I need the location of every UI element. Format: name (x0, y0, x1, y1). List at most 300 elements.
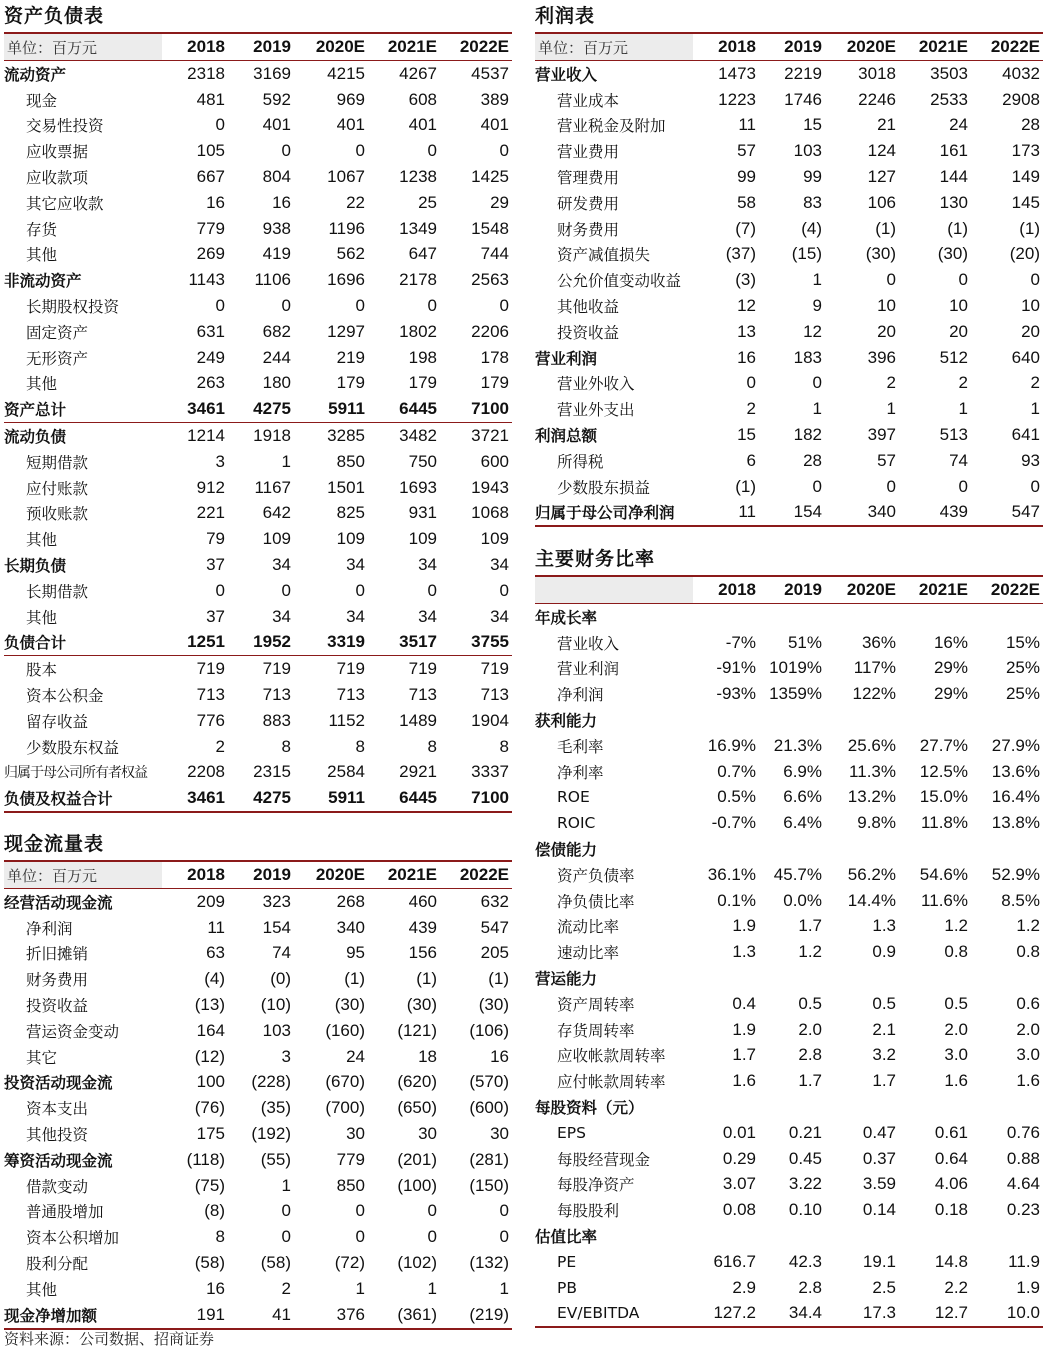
row-label: 流动资产 (4, 65, 67, 84)
cell-value: 1.6 (732, 1071, 756, 1091)
cell-value: 4267 (399, 63, 437, 83)
table-row (4, 1276, 512, 1302)
cell-value: 28 (1021, 115, 1040, 135)
table-row (4, 1121, 512, 1147)
cell-value: 13.2% (847, 787, 896, 807)
cell-value: 4275 (228, 785, 294, 812)
cell-value: 0.5 (944, 993, 968, 1013)
cell-value (899, 1223, 971, 1249)
row-label: 负债及权益合计 (4, 785, 162, 812)
cell-value: 2 (886, 373, 896, 393)
row-label: 营业收入 (557, 634, 620, 653)
cell-value: 0 (215, 115, 225, 135)
cell-value: 2 (1030, 373, 1040, 393)
cell-value (693, 707, 759, 733)
cell-value: 1 (1030, 399, 1040, 419)
cell-value (971, 965, 1043, 991)
cell-value (693, 836, 759, 862)
row-label: 应付帐款周转率 (557, 1073, 666, 1092)
table-row (535, 1146, 1043, 1172)
cell-value (825, 836, 899, 862)
cell-value (825, 707, 899, 733)
cell-value: 3755 (440, 630, 512, 656)
cell-value: 0 (499, 1201, 509, 1221)
table-row (4, 785, 512, 812)
cell-value: 164 (196, 1020, 225, 1040)
cell-value: 34 (490, 555, 509, 575)
cell-value: 1802 (399, 321, 437, 341)
cell-value: 109 (408, 529, 437, 549)
cell-value: 0 (355, 580, 365, 600)
cell-value: 83 (803, 192, 822, 212)
table-row (4, 760, 512, 786)
cell-value: 161 (939, 141, 968, 161)
cell-value: 0.6 (1016, 993, 1040, 1013)
cell-value: 1.6 (1016, 1071, 1040, 1091)
table-row (535, 1249, 1043, 1275)
cell-value: 340 (336, 917, 365, 937)
cell-value: 4275 (228, 396, 294, 422)
year-header: 2020E (825, 33, 899, 61)
cell-value: (106) (469, 1020, 509, 1040)
cell-value: 1238 (399, 167, 437, 187)
cell-value: 149 (1011, 167, 1040, 187)
ratios-section (535, 543, 1043, 1328)
cell-value: 37 (206, 606, 225, 626)
cell-value: 8.5% (1001, 890, 1040, 910)
row-label: 长期股权投资 (26, 298, 120, 317)
row-label: 普通股增加 (26, 1203, 104, 1222)
table-row (535, 1068, 1043, 1094)
cell-value: 4032 (1002, 63, 1040, 83)
cell-value: 1 (499, 1278, 509, 1298)
cell-value: 10 (877, 296, 896, 316)
table-row (4, 604, 512, 630)
row-label: 应收款项 (26, 169, 89, 188)
cell-value: 1693 (399, 477, 437, 497)
year-header: 2022E (971, 33, 1043, 61)
table-row (535, 681, 1043, 707)
cell-value: (75) (194, 1175, 225, 1195)
cell-value: (361) (368, 1302, 440, 1329)
ratios-title: 主要财务比率 (535, 548, 656, 570)
table-row (4, 1199, 512, 1225)
table-row (535, 345, 1043, 371)
row-label: 净利率 (557, 763, 604, 782)
row-label: 每股股利 (557, 1202, 620, 1221)
cell-value: 63 (206, 943, 225, 963)
row-label: 净利润 (557, 686, 604, 705)
cell-value: 93 (1021, 450, 1040, 470)
row-label: 非流动资产 (4, 272, 82, 291)
cell-value: 439 (408, 917, 437, 937)
cell-value: (1) (875, 218, 896, 238)
table-row (535, 474, 1043, 500)
row-label: 交易性投资 (26, 117, 104, 136)
cell-value: 713 (480, 685, 509, 705)
cell-value (693, 1223, 759, 1249)
table-row (4, 1302, 512, 1329)
row-label: 负债合计 (4, 630, 162, 656)
cell-value: 0 (427, 1227, 437, 1247)
cell-value: 396 (867, 347, 896, 367)
cell-value: 1501 (327, 477, 365, 497)
row-label: 营业费用 (557, 143, 620, 162)
cell-value: 439 (899, 500, 971, 527)
cell-value: 2.0 (1016, 1019, 1040, 1039)
cell-value: 0.08 (722, 1200, 756, 1220)
cell-value: 3517 (368, 630, 440, 656)
cash-flow-table (4, 860, 512, 1330)
table-row (535, 500, 1043, 527)
cell-value: 2178 (399, 270, 437, 290)
cell-value: 0.8 (1016, 942, 1040, 962)
cell-value: (118) (186, 1149, 225, 1169)
cell-value: 616.7 (713, 1251, 756, 1271)
cell-value: 2563 (471, 270, 509, 290)
cell-value: (192) (251, 1124, 291, 1144)
cell-value (759, 604, 825, 630)
cell-value: 0 (281, 141, 291, 161)
cell-value: (30) (334, 995, 365, 1015)
cell-value: 1068 (471, 503, 509, 523)
row-label: 每股资料（元） (535, 1099, 644, 1118)
cell-value (759, 1223, 825, 1249)
cell-value: 719 (262, 659, 291, 679)
cell-value: 3.07 (722, 1174, 756, 1194)
cell-value: 30 (490, 1124, 509, 1144)
cell-value: 401 (336, 115, 365, 135)
row-label: 其他 (26, 1280, 58, 1299)
cell-value (971, 707, 1043, 733)
cell-value: 2.1 (872, 1019, 896, 1039)
cell-value: 1.7 (798, 1071, 822, 1091)
table-row (535, 396, 1043, 422)
table-row (4, 423, 512, 449)
cell-value: 100 (196, 1072, 225, 1092)
row-label: 获利能力 (535, 712, 598, 731)
cell-value: 27.9% (991, 735, 1040, 755)
table-row (535, 862, 1043, 888)
cell-value: 719 (196, 659, 225, 679)
row-label: 筹资活动现金流 (4, 1151, 113, 1170)
cell-value: 180 (262, 373, 291, 393)
cell-value: 1.7 (872, 1071, 896, 1091)
cell-value: (3) (735, 270, 756, 290)
row-label: 长期负债 (4, 557, 67, 576)
cell-value: 3285 (327, 426, 365, 446)
cell-value: 11 (738, 115, 756, 135)
row-label: 毛利率 (557, 737, 604, 756)
cell-value: 0.37 (862, 1148, 896, 1168)
cell-value: 0 (886, 476, 896, 496)
cell-value (693, 1094, 759, 1120)
cell-value: 34 (418, 555, 437, 575)
table-row (535, 888, 1043, 914)
year-header: 2019 (759, 33, 825, 61)
cell-value: 57 (737, 141, 756, 161)
cell-value: 12.7 (899, 1301, 971, 1328)
cell-value: 11.8% (921, 813, 968, 833)
cell-value: 1.6 (944, 1071, 968, 1091)
cell-value: 109 (262, 529, 291, 549)
cell-value: 713 (196, 685, 225, 705)
table-row (4, 319, 512, 345)
table-row (535, 87, 1043, 113)
cell-value (971, 836, 1043, 862)
cell-value: 0.21 (788, 1122, 822, 1142)
table-row (535, 371, 1043, 397)
cell-value: 16 (206, 192, 225, 212)
cell-value: 1.2 (1016, 916, 1040, 936)
table-row (4, 941, 512, 967)
cell-value: (100) (397, 1175, 437, 1195)
cell-value: 0 (281, 296, 291, 316)
cell-value: (570) (469, 1072, 509, 1092)
cell-value: 0 (886, 270, 896, 290)
cell-value: 16.9% (707, 735, 756, 755)
cell-value: 20 (1021, 321, 1040, 341)
cell-value: (1) (488, 969, 509, 989)
table-row (4, 1250, 512, 1276)
cell-value: 269 (196, 244, 225, 264)
row-label: 其他 (26, 375, 58, 394)
cell-value: 0 (746, 373, 756, 393)
table-header-row (4, 861, 512, 889)
row-label: 其它应收款 (26, 194, 104, 213)
cell-value: 12 (803, 321, 822, 341)
cell-value: 3503 (930, 63, 968, 83)
cell-value: (600) (469, 1098, 509, 1118)
cell-value: 1167 (254, 477, 291, 497)
cell-value: 1.7 (798, 916, 822, 936)
cell-value: 1904 (471, 710, 509, 730)
cell-value: 21 (877, 115, 896, 135)
cell-value: 14.8 (934, 1251, 968, 1271)
cell-value: 969 (336, 89, 365, 109)
cell-value: 34 (272, 555, 291, 575)
row-label: 流动负债 (4, 428, 67, 447)
cell-value: 850 (336, 1175, 365, 1195)
cell-value: 0.18 (934, 1200, 968, 1220)
cell-value: 0 (499, 141, 509, 161)
year-header: 2021E (368, 861, 440, 889)
cell-value: 15 (803, 115, 822, 135)
cell-value: 1.9 (732, 1019, 756, 1039)
cell-value: 175 (196, 1124, 225, 1144)
cell-value: 776 (196, 710, 225, 730)
cell-value: 18 (418, 1046, 437, 1066)
cell-value: (121) (397, 1020, 437, 1040)
cell-value: 401 (480, 115, 509, 135)
cell-value: 3 (281, 1046, 291, 1066)
row-label: 资产周转率 (557, 995, 635, 1014)
unit-label: 单位：百万元 (535, 33, 693, 61)
cell-value: 36.1% (707, 864, 756, 884)
cell-value: 2219 (784, 63, 822, 83)
row-label: 营业税金及附加 (557, 117, 666, 136)
cell-value: 512 (939, 347, 968, 367)
cell-value: 1918 (253, 426, 291, 446)
cell-value: (1) (735, 476, 756, 496)
cell-value: 9.8% (857, 813, 896, 833)
balance-sheet-section (4, 0, 512, 813)
cell-value: 2 (746, 399, 756, 419)
cell-value: 6.6% (783, 787, 822, 807)
row-label: 现金 (26, 91, 58, 110)
row-label: 营运能力 (535, 970, 598, 989)
row-label: PB (557, 1278, 577, 1297)
cell-value: 0 (281, 1227, 291, 1247)
row-label: 利润总额 (535, 427, 598, 446)
table-row (535, 1275, 1043, 1301)
cell-value: 460 (408, 891, 437, 911)
cell-value: 263 (196, 373, 225, 393)
cell-value: 3461 (162, 396, 228, 422)
cell-value: 8 (499, 736, 509, 756)
cell-value: 547 (971, 500, 1043, 527)
cell-value (693, 604, 759, 630)
cell-value: 209 (196, 891, 225, 911)
cell-value: 12 (737, 296, 756, 316)
row-label: 折旧摊销 (26, 945, 89, 964)
cell-value: 221 (196, 503, 225, 523)
row-label: 其他 (26, 608, 58, 627)
cell-value: 154 (262, 917, 291, 937)
cell-value: 401 (262, 115, 291, 135)
cell-value: 513 (939, 425, 968, 445)
cell-value: 1223 (718, 89, 756, 109)
cell-value: 0 (1030, 476, 1040, 496)
cell-value: 632 (480, 891, 509, 911)
cell-value: 0.23 (1006, 1200, 1040, 1220)
cell-value: (72) (334, 1253, 365, 1273)
row-label: 短期借款 (26, 453, 89, 472)
cell-value: 0 (427, 296, 437, 316)
cell-value: 2318 (187, 63, 225, 83)
cell-value: 1106 (254, 270, 291, 290)
cell-value: 198 (408, 347, 437, 367)
row-label: 资本公积增加 (26, 1229, 120, 1248)
cell-value: 4.64 (1006, 1174, 1040, 1194)
cell-value: 340 (825, 500, 899, 527)
cell-value: 0.1% (717, 890, 756, 910)
cell-value: 17.3 (825, 1301, 899, 1328)
year-header: 2020E (825, 576, 899, 604)
row-label: 固定资产 (26, 323, 89, 342)
cell-value: 127 (867, 167, 896, 187)
cell-value: 29% (933, 658, 968, 678)
table-row (4, 682, 512, 708)
table-row (4, 1147, 512, 1173)
cell-value (899, 965, 971, 991)
table-row (535, 164, 1043, 190)
cell-value: (13) (194, 995, 225, 1015)
cell-value (693, 965, 759, 991)
cell-value: 106 (867, 192, 896, 212)
row-label: 归属于母公司净利润 (535, 500, 693, 527)
row-label: 营业成本 (557, 91, 620, 110)
cell-value: (219) (440, 1302, 512, 1329)
cell-value: 0 (355, 1227, 365, 1247)
cell-value: 2584 (327, 762, 365, 782)
cell-value: 713 (262, 685, 291, 705)
table-row (4, 501, 512, 527)
table-row (535, 242, 1043, 268)
table-row (535, 810, 1043, 836)
table-row (4, 1224, 512, 1250)
year-header: 2018 (162, 861, 228, 889)
cell-value: 0 (281, 580, 291, 600)
table-row (535, 1120, 1043, 1146)
cell-value: (4) (204, 969, 225, 989)
year-header: 2019 (228, 33, 294, 61)
cell-value: 6.9% (783, 761, 822, 781)
cell-value: 34 (490, 606, 509, 626)
cell-value: 2206 (471, 321, 509, 341)
cell-value: 79 (206, 529, 225, 549)
cell-value: 2.9 (732, 1277, 756, 1297)
cell-value: 0 (215, 580, 225, 600)
cell-value: 11.3% (849, 761, 896, 781)
table-row (4, 708, 512, 734)
cell-value: 11 (207, 917, 225, 937)
table-row (535, 965, 1043, 991)
cell-value: 1425 (471, 167, 509, 187)
row-label: 营业外收入 (557, 375, 635, 394)
cell-value: 30 (346, 1124, 365, 1144)
row-label: 投资活动现金流 (4, 1074, 113, 1093)
cell-value: 7100 (440, 785, 512, 812)
year-header: 2022E (971, 576, 1043, 604)
cell-value: (20) (1009, 244, 1040, 264)
cell-value: 1746 (784, 89, 822, 109)
table-row (4, 345, 512, 371)
cell-value: 3337 (471, 762, 509, 782)
cell-value: 779 (336, 1149, 365, 1169)
cell-value: (650) (397, 1098, 437, 1118)
row-label: 资产总计 (4, 396, 162, 422)
cell-value: 0 (958, 270, 968, 290)
row-label: 资产负债率 (557, 866, 635, 885)
row-label: 管理费用 (557, 169, 620, 188)
cell-value: 0 (499, 580, 509, 600)
table-row (535, 448, 1043, 474)
row-label: 流动比率 (557, 918, 620, 937)
cell-value: 178 (480, 347, 509, 367)
cell-value: 5911 (294, 396, 368, 422)
cell-value: (15) (791, 244, 822, 264)
cell-value: 642 (262, 503, 291, 523)
row-label: PE (557, 1252, 577, 1271)
cell-value: 3.0 (1016, 1045, 1040, 1065)
cell-value: 12.5% (919, 761, 968, 781)
cell-value: 719 (480, 659, 509, 679)
cell-value: 641 (1011, 425, 1040, 445)
table-row (4, 915, 512, 941)
cell-value: 25% (1005, 658, 1040, 678)
row-label: 其它 (26, 1048, 58, 1067)
row-label: 资本支出 (26, 1100, 89, 1119)
table-row (4, 1044, 512, 1070)
cell-value: (58) (260, 1253, 291, 1273)
cash-flow-title: 现金流量表 (4, 833, 105, 855)
cell-value: 883 (262, 710, 291, 730)
ratios-table (535, 575, 1043, 1328)
row-label: 现金净增加额 (4, 1302, 162, 1329)
cell-value: 779 (196, 218, 225, 238)
cell-value: (30) (865, 244, 896, 264)
